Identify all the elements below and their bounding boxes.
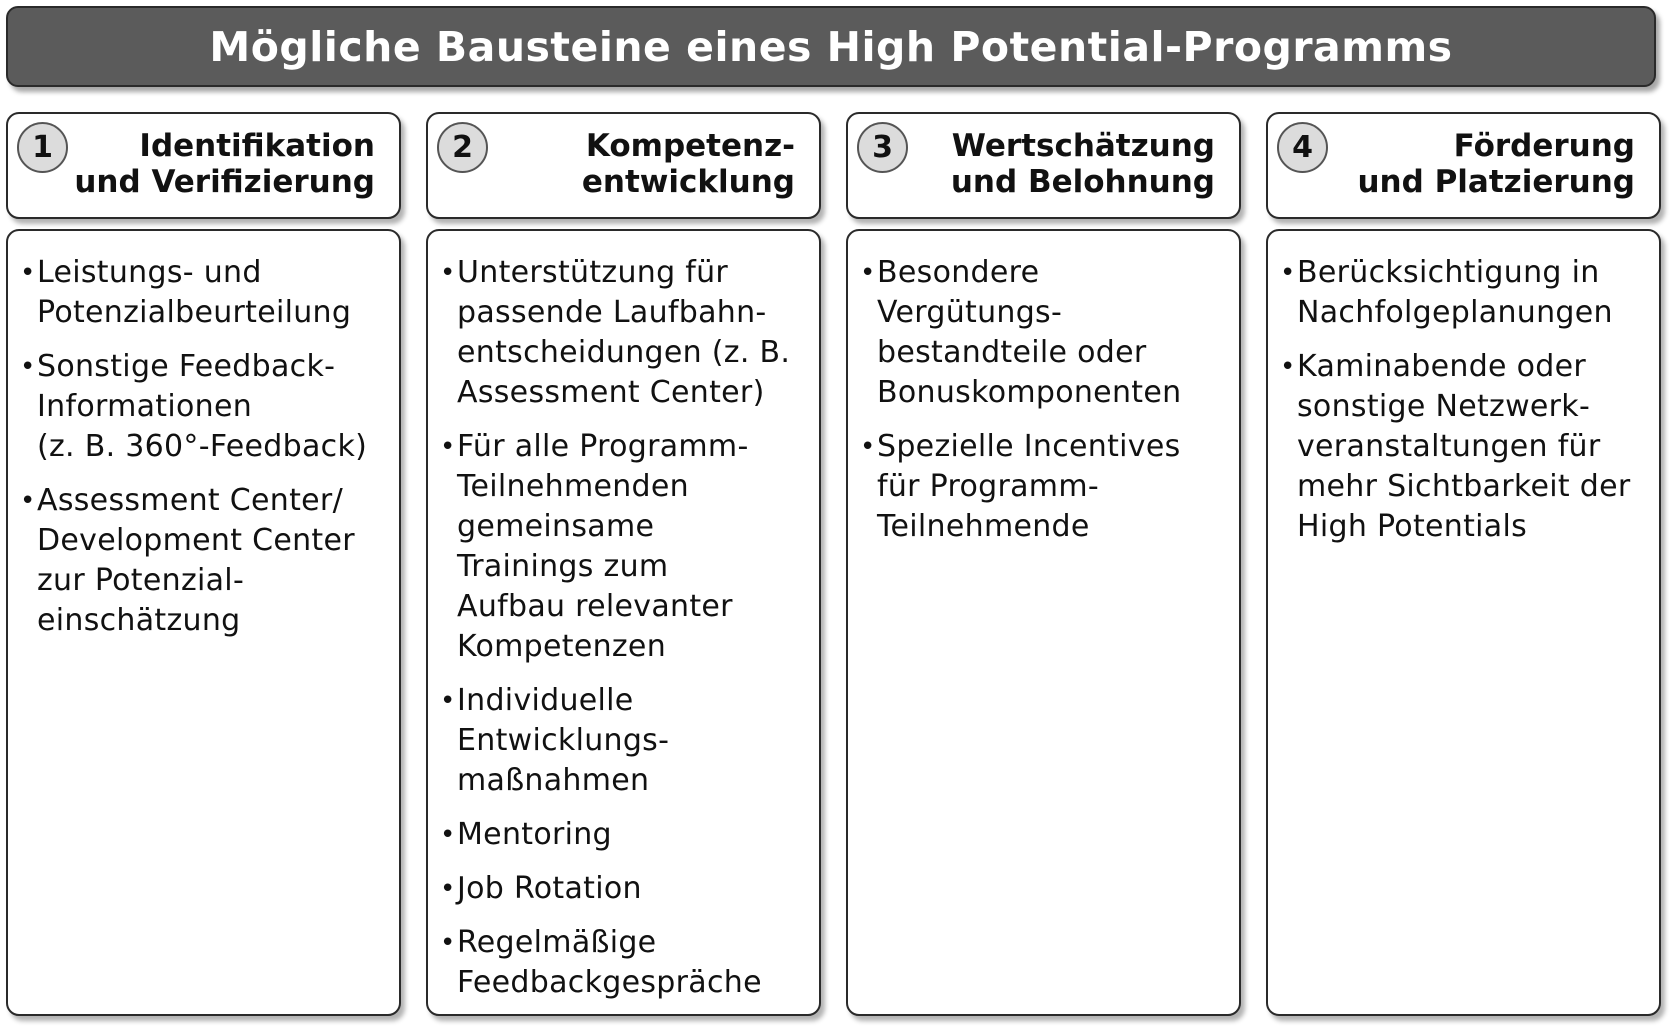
bullet-icon: •	[440, 258, 456, 288]
list-item	[1280, 253, 1651, 333]
bullet-icon: •	[440, 874, 456, 904]
bullet-icon: •	[1280, 258, 1296, 288]
column-heading: Identifikation und Verifizierung	[74, 128, 375, 200]
list-item	[440, 869, 811, 909]
list-item-text: Sonstige Feedback- Informationen (z. B. 360°-Feedback)	[37, 349, 368, 464]
list-item-text: Mentoring	[457, 817, 612, 852]
list-item	[20, 481, 391, 641]
column-heading: Wertschätzung und Belohnung	[950, 128, 1215, 200]
bullet-icon: •	[440, 928, 456, 958]
list-item-text: Job Rotation	[457, 871, 642, 906]
bullet-icon: •	[440, 820, 456, 850]
column-wertschaetzung	[846, 0, 1241, 1029]
list-item-text: Spezielle Incentives für Programm- Teilnehmende	[877, 429, 1181, 544]
step-number-badge: 2	[437, 122, 488, 173]
column-kompetenzentwicklung	[426, 0, 821, 1029]
bullet-icon: •	[20, 486, 36, 516]
bullet-icon: •	[440, 686, 456, 716]
list-item-text: Berücksichtigung in Nachfolgeplanungen	[1297, 255, 1613, 330]
list-item	[860, 253, 1231, 413]
list-item	[20, 347, 391, 467]
column-body	[6, 229, 401, 1016]
bullet-icon: •	[20, 258, 36, 288]
list-item-text: Leistungs- und Potenzialbeurteilung	[37, 255, 352, 330]
list-item	[20, 253, 391, 333]
bullet-icon: •	[440, 432, 456, 462]
column-header	[846, 112, 1241, 219]
column-header	[6, 112, 401, 219]
column-identifikation	[6, 0, 401, 1029]
list-item	[860, 427, 1231, 547]
step-number-badge: 3	[857, 122, 908, 173]
column-body	[426, 229, 821, 1016]
bullet-list	[8, 231, 399, 641]
column-header	[426, 112, 821, 219]
column-body	[1266, 229, 1661, 1016]
page-title: Mögliche Bausteine eines High Potential-Programms	[209, 22, 1453, 71]
bullet-list	[1268, 231, 1659, 547]
list-item-text: Besondere Vergütungs- bestandteile oder Bonuskomponenten	[877, 255, 1182, 410]
column-body	[846, 229, 1241, 1016]
list-item	[1280, 347, 1651, 547]
bullet-icon: •	[20, 352, 36, 382]
list-item	[440, 681, 811, 801]
column-foerderung	[1266, 0, 1661, 1029]
bullet-icon: •	[860, 432, 876, 462]
list-item-text: Assessment Center/ Development Center zur Potenzial- einschätzung	[37, 483, 355, 638]
bullet-list	[848, 231, 1239, 547]
column-header	[1266, 112, 1661, 219]
list-item	[440, 923, 811, 1003]
list-item	[440, 253, 811, 413]
bullet-icon: •	[1280, 352, 1296, 382]
column-heading: Kompetenz- entwicklung	[581, 128, 795, 200]
list-item-text: Kaminabende oder sonstige Netzwerk- veranstaltungen für mehr Sichtbarkeit der High Potentials	[1297, 349, 1631, 544]
list-item-text: Regelmäßige Feedbackgespräche	[457, 925, 762, 1000]
list-item-text: Unterstützung für passende Laufbahn- entscheidungen (z. B. Assessment Center)	[457, 255, 791, 410]
step-number-badge: 1	[17, 122, 68, 173]
step-number-badge: 4	[1277, 122, 1328, 173]
list-item	[440, 427, 811, 667]
list-item-text: Individuelle Entwicklungs- maßnahmen	[457, 683, 670, 798]
column-heading: Förderung und Platzierung	[1357, 128, 1635, 200]
bullet-icon: •	[860, 258, 876, 288]
list-item	[440, 815, 811, 855]
list-item-text: Für alle Programm- Teilnehmenden gemeinsame Trainings zum Aufbau relevanter Kompetenzen	[457, 429, 749, 664]
bullet-list	[428, 231, 819, 1003]
